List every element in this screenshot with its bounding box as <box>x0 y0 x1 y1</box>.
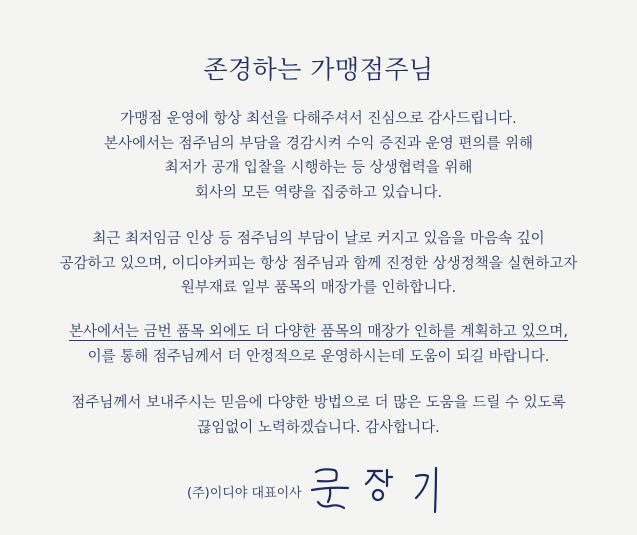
underlined-line: 본사에서는 금번 품목 외에도 더 다양한 품목의 매장가 인하를 계획하고 있으며, <box>69 324 568 340</box>
signature-block <box>0 462 637 522</box>
handwritten-signature <box>308 462 448 514</box>
letter-title: 존경하는 가맹점주님 <box>203 55 434 84</box>
paragraph-line: 가맹점 운영에 항상 최선을 다해주셔서 진심으로 감사드립니다. <box>120 111 517 127</box>
paragraph-line: 점주님께서 보내주시는 믿음에 다양한 방법으로 더 많은 도움을 드릴 수 있도록 <box>71 395 566 411</box>
paragraph-line: 회사의 모든 역량을 집중하고 있습니다. <box>194 184 443 201</box>
paragraph-3 <box>0 320 637 369</box>
paragraph-line: 최근 최저임금 인상 등 점주님의 부담이 날로 커지고 있음을 마음속 깊이 <box>92 231 545 247</box>
paragraph-line: 원부재료 일부 품목의 매장가를 인하합니다. <box>180 280 457 296</box>
paragraph-line: 최저가 공개 입찰을 시행하는 등 상생협력을 위해 <box>164 160 473 176</box>
paragraph-line: 이를 통해 점주님께서 더 안정적으로 운영하시는데 도움이 되길 바랍니다. <box>87 348 550 365</box>
paragraph-1 <box>0 107 637 205</box>
paragraph-line: 끊임없이 노력하겠습니다. 감사합니다. <box>197 419 440 436</box>
paragraph-line: 공감하고 있으며, 이디야커피는 항상 점주님과 함께 진정한 상생정책을 실현하고자 <box>59 255 578 272</box>
ceo-title: (주)이디야 대표이사 <box>187 486 302 501</box>
paragraph-line: 본사에서는 점주님의 부담을 경감시켜 수익 증진과 운영 편의를 위해 <box>103 135 534 152</box>
paragraph-2 <box>0 227 637 301</box>
paragraph-4 <box>0 391 637 440</box>
